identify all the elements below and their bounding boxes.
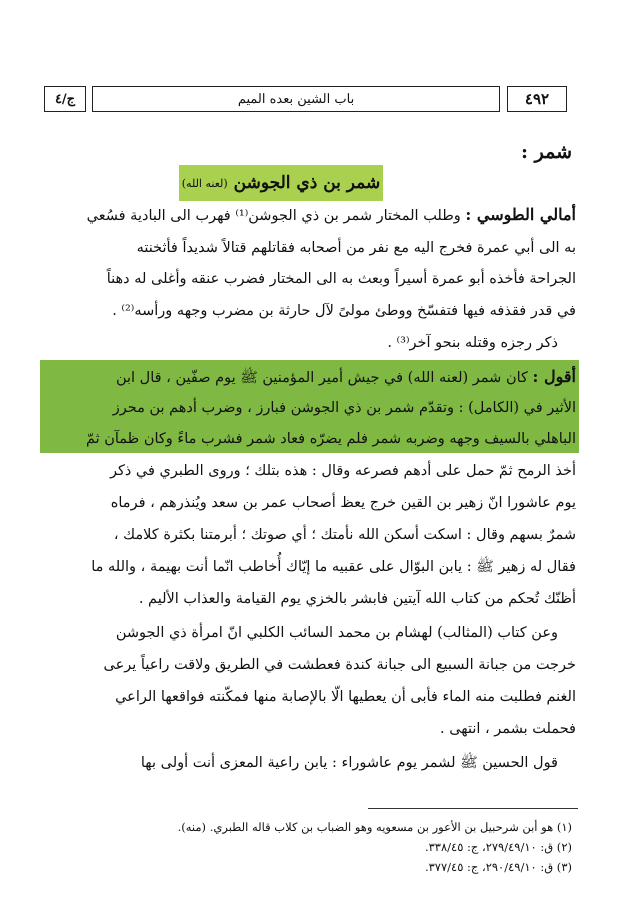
- para2-line: شمرٌ بسهم وقال : اسكت أسكن الله نأمتك ؛ أي صوتك ؛ أبرمتنا بكثرة كلامك ،: [113, 527, 576, 543]
- para1-line: ذكر رجزه وقتله بنحو آخر⁽³⁾ .: [387, 335, 558, 351]
- footnote: (١) هو أبن شرحبيل بن الأعور بن مسعويه وهو الضباب بن كلاب قاله الطبري. (منه).: [177, 820, 572, 834]
- para2-text: كان شمر (لعنه الله) في جيش أمير المؤمنين ﷺ يوم صفّين ، قال ابن: [115, 370, 528, 386]
- para4-line: قول الحسين ﷺ لشمر يوم عاشوراء : يابن راعية المعزى أنت أولى بها: [140, 755, 558, 771]
- entry-title-note: (لعنه الله): [181, 176, 228, 190]
- page-number: ٤٩٢: [507, 86, 567, 112]
- entry-title: شمر بن ذي الجوشن: [233, 173, 381, 193]
- section-title: شمر :: [520, 141, 572, 163]
- para1-line: الجراحة فأخذه أبو عمرة أسيراً وبعث به الى المختار فضرب عنقه وأغلى له دهناً: [106, 271, 576, 287]
- para1-line: في قدر فقذفه فيها فتفسّخ ووطئ مولىً لآل حارثة بن مضرب وجهه ورأسه⁽²⁾ .: [112, 303, 576, 319]
- para2-line: أخذ الرمح ثمّ حمل على أدهم فصرعه وقال : هذه بتلك ؛ وروى الطبري في ذكر: [109, 463, 576, 479]
- para3-line: خرجت من جبانة السبيع الى جبانة كندة فعطشت في الطريق ولاقت راعياً يرعى: [103, 657, 576, 673]
- footnote: (٣) ق: ٢٩٠/٤٩/١٠، ج: ٣٧٧/٤٥.: [424, 860, 572, 874]
- para2-line: فقال له زهير ﷺ : يابن البوّال على عقبيه ما إيّاك أُخاطب انّما أنت بهيمة ، والله ما: [91, 559, 576, 575]
- para3-line: وعن كتاب (المثالب) لهشام بن محمد السائب الكلبي انّ امرأة ذي الجوشن: [115, 625, 558, 641]
- entry-title-highlight: [179, 165, 383, 201]
- para2-line: يوم عاشورا انّ زهير بن القين خرج يعظ أصحاب عمر بن سعد ويُنذرهم ، فرماه: [110, 495, 576, 511]
- running-header-title: باب الشين بعده الميم: [92, 86, 500, 112]
- footnote: (٢) ق: ٢٧٩/٤٩/١٠، ج: ٣٣٨/٤٥.: [424, 840, 572, 854]
- para2-label: أقول :: [532, 367, 576, 386]
- volume-label: ج/٤: [44, 86, 86, 112]
- para1-text: وطلب المختار شمر بن ذي الجوشن⁽¹⁾ فهرب الى البادية فسُعي: [86, 208, 461, 224]
- para2-line: الباهلي بالسيف وجهه وضربه شمر فلم يضرّه فعاد شمر فشرب ماءً وكان ظمآن ثمّ: [85, 431, 576, 447]
- para1-label: أمالي الطوسي :: [465, 205, 576, 224]
- para2-line: [40, 365, 576, 390]
- para3-line: الغنم فطلبت منه الماء فأبى أن يعطيها الّا بالإصابة منها فمكّنته فواقعها الراعي: [115, 689, 576, 705]
- para3-line: فحملت بشمر ، انتهى .: [439, 721, 576, 737]
- para1-line: به الى أبي عمرة فخرج اليه مع نفر من أصحابه فقاتلهم قتالاً شديداً فأثخنته: [136, 240, 576, 256]
- footnote-divider: [368, 808, 578, 809]
- para2-line: الأثير في (الكامل) : وتقدّم شمر بن ذي الجوشن فبارز ، وضرب أدهم بن محرز: [112, 400, 576, 416]
- para1-line: [40, 203, 576, 228]
- para2-line: أظنّك تُحكم من كتاب الله آيتين فابشر بالخزي يوم القيامة والعذاب الأليم .: [138, 591, 576, 607]
